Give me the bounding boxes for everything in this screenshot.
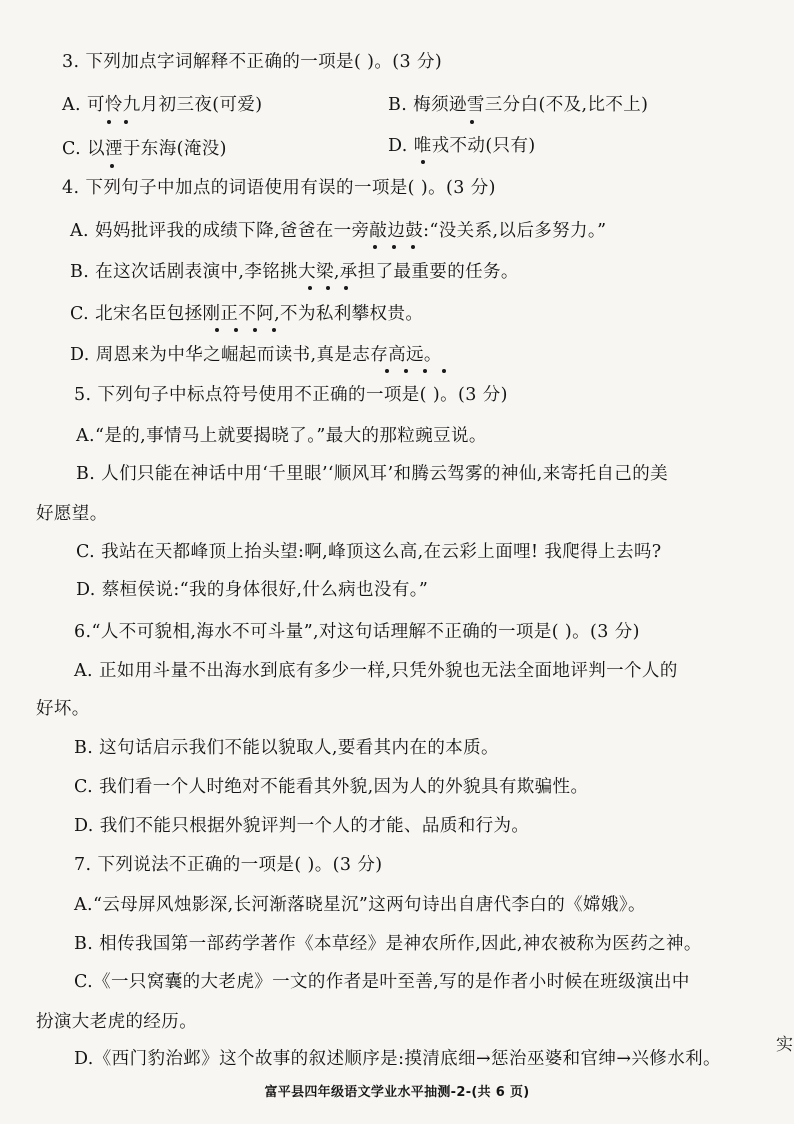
question-6-option-d: D. 我们不能只根据外貌评判一个人的才能、品质和行为。 [74,816,530,836]
emphasis-dot [392,245,396,249]
emphasis-dot [308,286,312,290]
question-3-option-c: C. 以湮于东海(淹没) [62,139,227,159]
question-4-option-a: A. 妈妈批评我的成绩下降,爸爸在一旁敲边鼓:“没关系,以后多努力。” [70,221,607,241]
emphasis-dot [423,369,427,373]
question-7-option-c-line2: 扮演大老虎的经历。 [36,1012,198,1032]
question-3-option-b: B. 梅须逊雪三分白(不及,比不上) [388,95,649,115]
margin-mark: 实 [776,1035,793,1055]
emphasis-dot [272,328,276,332]
question-6-option-a-line1: A. 正如用斗量不出海水到底有多少一样,只凭外貌也无法全面地评判一个人的 [74,661,678,681]
question-7-option-c-line1: C.《一只窝囊的大老虎》一文的作者是叶至善,写的是作者小时候在班级演出中 [74,972,690,992]
page-footer: 富平县四年级语文学业水平抽测-2-(共 6 页) [264,1085,530,1100]
emphasis-dot [421,160,425,164]
question-5-stem: 5. 下列句子中标点符号使用不正确的一项是( )。(3 分) [74,385,508,405]
emphasis-dot [253,328,257,332]
question-7-option-d: D.《西门豹治邺》这个故事的叙述顺序是:摸清底细→惩治巫婆和官绅→兴修水利。 [74,1049,721,1069]
question-4-stem: 4. 下列句子中加点的词语使用有误的一项是( )。(3 分) [62,178,496,198]
emphasis-dot [470,120,474,124]
question-7-option-b: B. 相传我国第一部药学著作《本草经》是神农所作,因此,神农被称为医药之神。 [74,934,702,954]
question-3-stem: 3. 下列加点字词解释不正确的一项是( )。(3 分) [62,52,443,72]
question-4-option-d: D. 周恩来为中华之崛起而读书,真是志存高远。 [70,345,442,365]
emphasis-dot [344,286,348,290]
question-5-option-d: D. 蔡桓侯说:“我的身体很好,什么病也没有。” [76,580,429,600]
question-7-stem: 7. 下列说法不正确的一项是( )。(3 分) [74,855,383,875]
question-5-option-a: A.“是的,事情马上就要揭晓了。”最大的那粒豌豆说。 [76,426,487,446]
question-7-option-a: A.“云母屏风烛影深,长河渐落晓星沉”这两句诗出自唐代李白的《嫦娥》。 [74,895,646,915]
emphasis-dot [385,369,389,373]
question-5-option-b-line2: 好愿望。 [36,504,108,524]
question-6-option-b: B. 这句话启示我们不能以貌取人,要看其内在的本质。 [74,738,499,758]
emphasis-dot [215,328,219,332]
question-5-option-c: C. 我站在天都峰顶上抬头望:啊,峰顶这么高,在云彩上面哩! 我爬得上去吗? [76,542,662,562]
question-6-option-c: C. 我们看一个人时绝对不能看其外貌,因为人的外貌具有欺骗性。 [74,777,589,797]
emphasis-dot [124,120,128,124]
emphasis-dot [373,245,377,249]
emphasis-dot [326,286,330,290]
question-6-option-a-line2: 好坏。 [36,699,90,719]
emphasis-dot [234,328,238,332]
question-3-option-d: D. 唯戎不动(只有) [388,136,536,156]
emphasis-dot [404,369,408,373]
question-5-option-b-line1: B. 人们只能在神话中用‘千里眼’‘顺风耳’和腾云驾雾的神仙,来寄托自己的美 [76,464,668,484]
question-6-stem: 6.“人不可貌相,海水不可斗量”,对这句话理解不正确的一项是( )。(3 分) [74,622,640,642]
question-4-option-c: C. 北宋名臣包拯刚正不阿,不为私利攀权贵。 [70,304,424,324]
emphasis-dot [110,164,114,168]
question-3-option-a: A. 可怜九月初三夜(可爱) [62,95,263,115]
emphasis-dot [442,369,446,373]
question-4-option-b: B. 在这次话剧表演中,李铭挑大梁,承担了最重要的任务。 [70,262,519,282]
emphasis-dot [107,120,111,124]
emphasis-dot [411,245,415,249]
